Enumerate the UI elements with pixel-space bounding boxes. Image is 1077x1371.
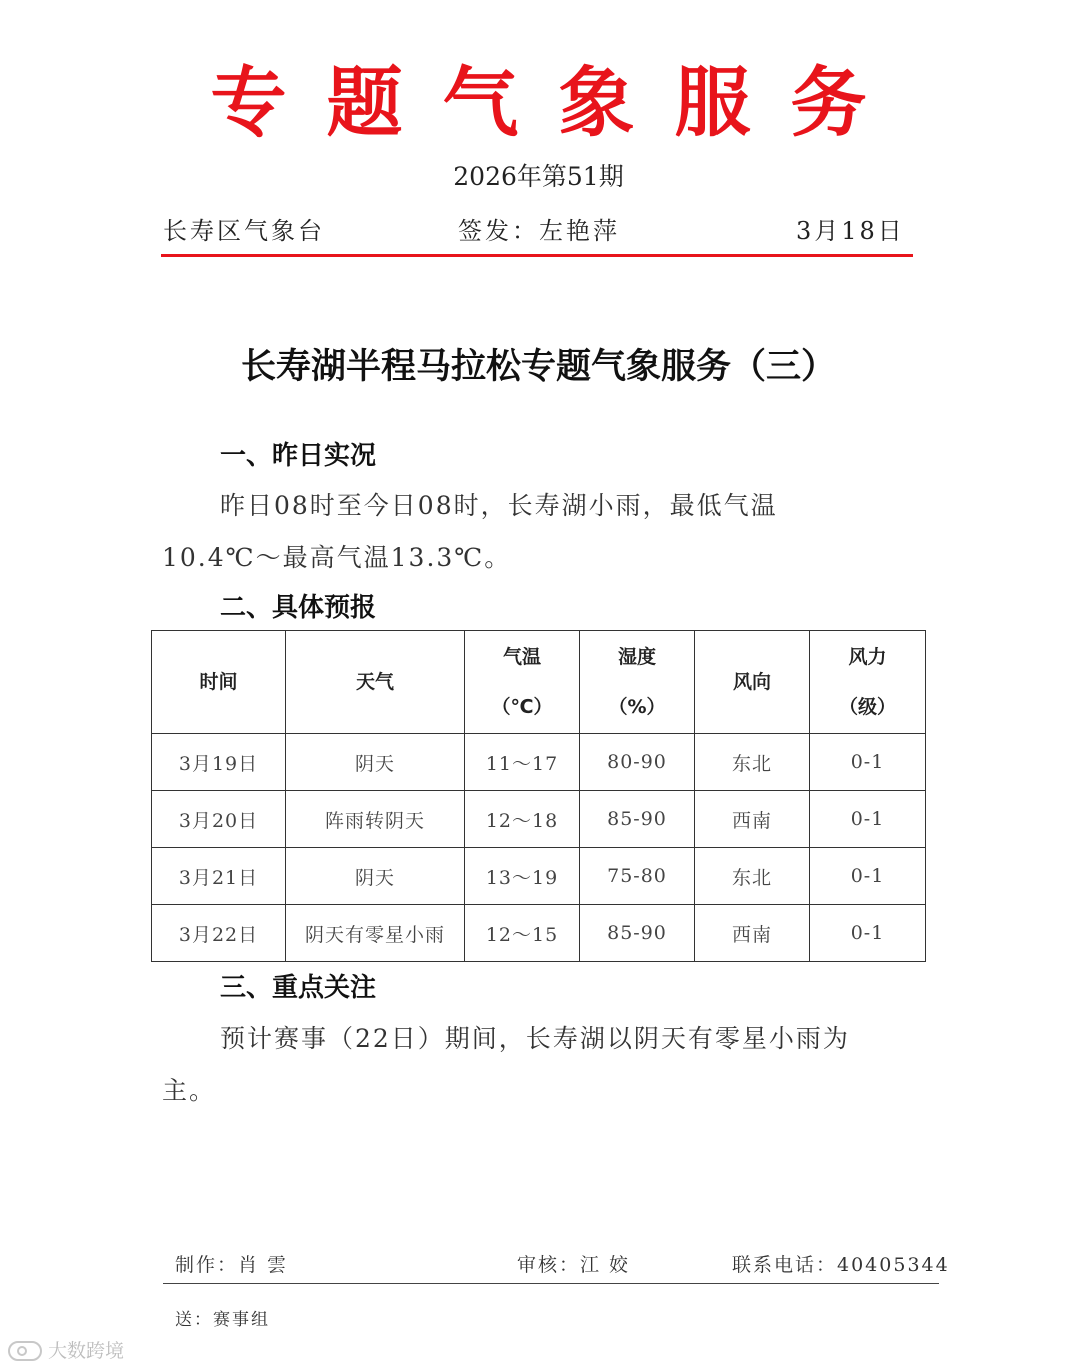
header-wind-force-label: 风力 (848, 646, 887, 668)
document-title: 长寿湖半程马拉松专题气象服务（三） (240, 347, 836, 387)
header-weather: 天气 (286, 631, 465, 734)
table-row (152, 734, 926, 791)
header-temperature (465, 631, 580, 734)
table-row (152, 905, 926, 962)
section-heading-focus: 三、重点关注 (220, 973, 377, 1003)
issue-number: 2026年第51期 (453, 162, 624, 191)
producer: 制作：肖 雲 (175, 1254, 289, 1276)
watermark-logo-icon (8, 1341, 42, 1361)
focus-line-2: 主。 (162, 1076, 217, 1105)
table-header-row (152, 631, 926, 734)
cell-weather: 阴天有零星小雨 (286, 905, 465, 962)
header-humidity-label: 湿度 (617, 646, 656, 668)
signer: 签发：左艳萍 (458, 217, 620, 245)
issue-date: 3月18日 (796, 217, 905, 245)
watermark-text: 大数跨境 (48, 1340, 125, 1362)
header-divider (161, 254, 913, 257)
footer-divider (163, 1283, 939, 1284)
cell-humidity: 85-90 (580, 791, 695, 848)
contact-phone: 联系电话：40405344 (732, 1254, 950, 1276)
issuer-name: 长寿区气象台 (163, 217, 325, 245)
cell-date: 3月20日 (152, 791, 286, 848)
cell-date: 3月19日 (152, 734, 286, 791)
header-humidity (580, 631, 695, 734)
masthead-title: 专题气象服务 (210, 58, 907, 147)
cell-wind-direction: 东北 (695, 734, 810, 791)
observation-line-1: 昨日08时至今日08时，长寿湖小雨，最低气温 (220, 491, 778, 520)
cell-wind-direction: 东北 (695, 848, 810, 905)
cell-wind-force: 0-1 (810, 734, 926, 791)
cell-temperature: 13～19 (465, 848, 580, 905)
section-heading-forecast: 二、具体预报 (220, 593, 377, 623)
cell-wind-force: 0-1 (810, 848, 926, 905)
header-humidity-unit: （%） (608, 696, 666, 718)
section-heading-observation: 一、昨日实况 (220, 441, 377, 471)
focus-paragraph (162, 1013, 882, 1117)
cell-temperature: 11～17 (465, 734, 580, 791)
header-temperature-unit: （℃） (491, 696, 553, 718)
cell-humidity: 85-90 (580, 905, 695, 962)
header-temperature-label: 气温 (502, 646, 541, 668)
reviewer: 审核：江 姣 (517, 1254, 631, 1276)
header-time: 时间 (152, 631, 286, 734)
cell-wind-direction: 西南 (695, 905, 810, 962)
cell-weather: 阴天 (286, 734, 465, 791)
cell-temperature: 12～15 (465, 905, 580, 962)
header-wind-force-unit: （级） (838, 696, 896, 718)
cell-wind-direction: 西南 (695, 791, 810, 848)
cell-date: 3月21日 (152, 848, 286, 905)
watermark (8, 1336, 124, 1366)
header-wind-force (810, 631, 926, 734)
header-wind-direction: 风向 (695, 631, 810, 734)
cell-weather: 阴天 (286, 848, 465, 905)
cell-wind-force: 0-1 (810, 905, 926, 962)
distribution: 送：赛事组 (175, 1310, 270, 1330)
cell-wind-force: 0-1 (810, 791, 926, 848)
forecast-table (151, 630, 926, 962)
table-row (152, 848, 926, 905)
cell-date: 3月22日 (152, 905, 286, 962)
cell-temperature: 12～18 (465, 791, 580, 848)
observation-line-2: 10.4℃～最高气温13.3℃。 (162, 543, 512, 572)
table-row (152, 791, 926, 848)
focus-line-1: 预计赛事（22日）期间，长寿湖以阴天有零星小雨为 (220, 1024, 850, 1053)
cell-weather: 阵雨转阴天 (286, 791, 465, 848)
observation-paragraph (162, 480, 882, 584)
cell-humidity: 80-90 (580, 734, 695, 791)
cell-humidity: 75-80 (580, 848, 695, 905)
